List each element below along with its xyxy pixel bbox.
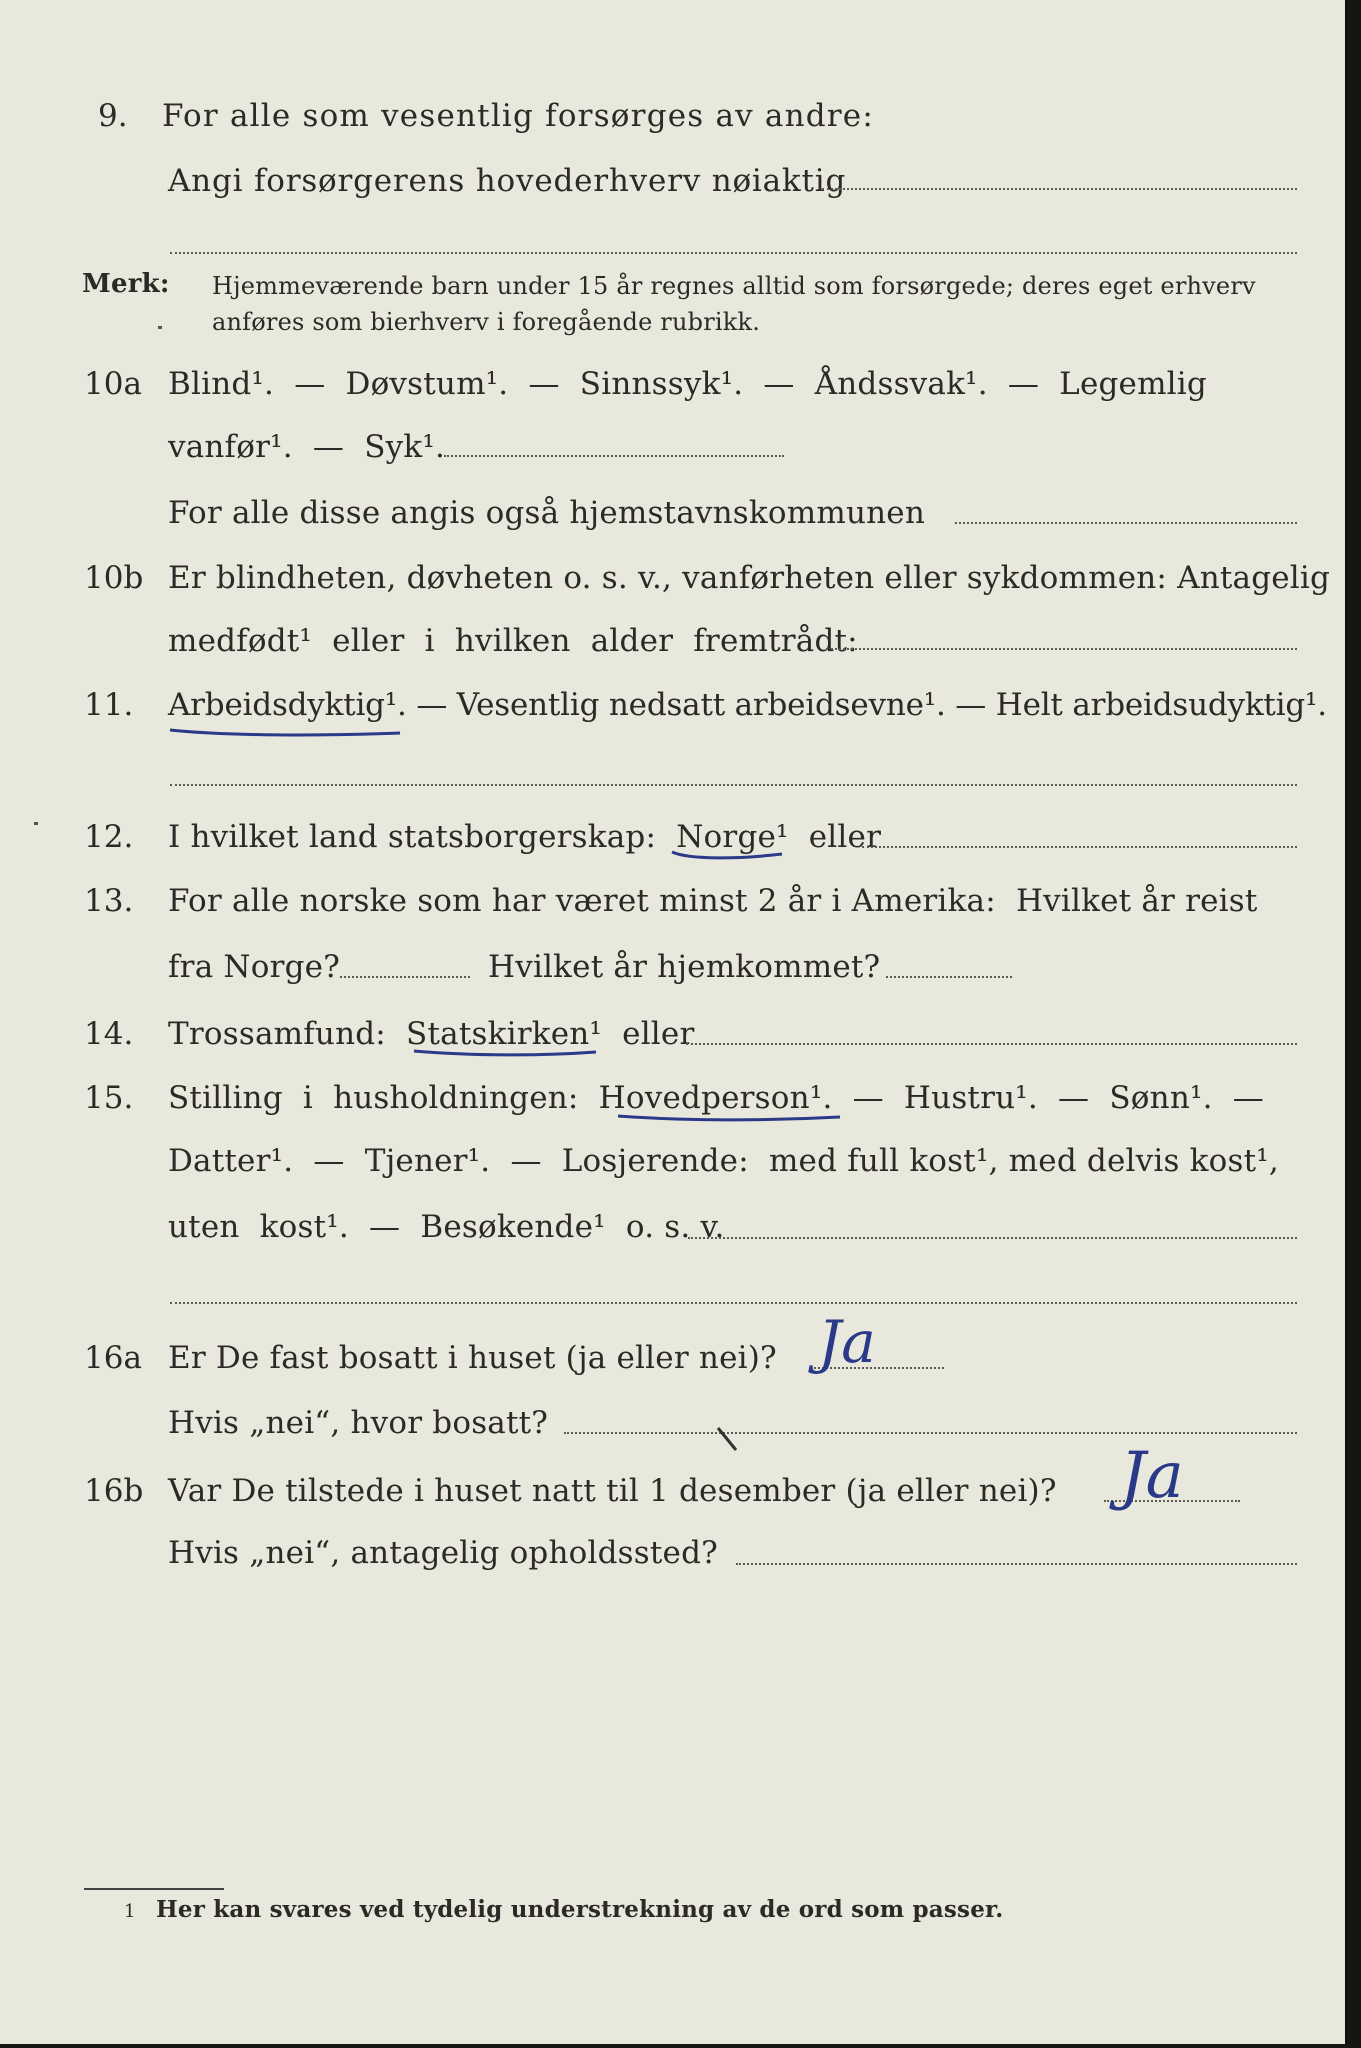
q16a-residence-line — [564, 1432, 1297, 1434]
q14-number: 14. — [84, 1016, 134, 1052]
q16a-handwritten-answer: Ja — [818, 1308, 876, 1376]
merk-line1: Hjemmeværende barn under 15 år regnes alltid som forsørgede; deres eget erhverv — [212, 272, 1256, 300]
q11-number: 11. — [84, 687, 134, 723]
q14-answer-line — [686, 1043, 1297, 1045]
q16b-handwritten-answer: Ja — [1120, 1439, 1184, 1513]
q13-return-line — [886, 976, 1012, 978]
q13-departure-line — [340, 976, 470, 978]
q16a-line2: Hvis „nei“, hvor bosatt? — [168, 1405, 549, 1441]
handwritten-underline-arbeidsdyktig — [168, 724, 408, 740]
footnote-marker: 1 — [124, 1901, 136, 1922]
q10b-line2: medfødt¹ eller i hvilken alder fremtrådt: — [168, 623, 858, 659]
q15-number: 15. — [84, 1080, 134, 1116]
footnote-rule — [84, 1888, 224, 1890]
q10a-line3: For alle disse angis også hjemstavnskommunen — [168, 495, 925, 531]
q13-line2a: fra Norge? — [168, 949, 341, 985]
merk-label: Merk: — [82, 269, 170, 299]
q10a-line1: Blind¹. — Døvstum¹. — Sinnssyk¹. — Åndssvak¹. — Legemlig — [168, 366, 1207, 402]
q11-line1: Arbeidsdyktig¹. — Vesentlig nedsatt arbeidsevne¹. — Helt arbeidsudyktig¹. — [168, 687, 1327, 723]
q9-line1: For alle som vesentlig forsørges av andre: — [162, 98, 874, 134]
q10a-hometown-line — [955, 522, 1297, 524]
footnote-text: Her kan svares ved tydelig understrekning av de ord som passer. — [156, 1896, 1004, 1923]
q15-line3: uten kost¹. — Besøkende¹ o. s. v. — [168, 1209, 725, 1245]
q16b-line1: Var De tilstede i huset natt til 1 desember (ja eller nei)? — [168, 1473, 1057, 1509]
merk-line2: anføres som bierhverv i foregående rubrikk. — [212, 308, 761, 336]
q16a-line1: Er De fast bosatt i huset (ja eller nei)? — [168, 1340, 777, 1376]
q16b-line2: Hvis „nei“, antagelig opholdssted? — [168, 1535, 718, 1571]
q15-answer-line-2 — [170, 1302, 1297, 1304]
q10a-line2: vanfør¹. — Syk¹. — [168, 429, 446, 465]
q13-line1: For alle norske som har været minst 2 år i Amerika: Hvilket år reist — [168, 883, 1258, 919]
q9-number: 9. — [98, 98, 128, 134]
q9-answer-line — [822, 188, 1297, 190]
handwritten-underline-norge — [670, 848, 790, 864]
q15-line1: Stilling i husholdningen: Hovedperson¹. — Hustru¹. — Sønn¹. — — [168, 1080, 1264, 1116]
q13-number: 13. — [84, 883, 134, 919]
q9-line2: Angi forsørgerens hovederhverv nøiaktig — [168, 163, 847, 199]
q16b-number: 16b — [84, 1473, 144, 1509]
q16a-number: 16a — [84, 1340, 142, 1376]
q9-answer-line-2 — [170, 252, 1297, 254]
q12-number: 12. — [84, 819, 134, 855]
handwritten-underline-statskirken — [412, 1046, 602, 1060]
q12-answer-line — [862, 846, 1297, 848]
q16b-whereabouts-line — [736, 1563, 1297, 1565]
q10a-number: 10a — [84, 366, 142, 402]
q10b-line1: Er blindheten, døvheten o. s. v., vanførheten eller sykdommen: Antagelig — [168, 560, 1331, 596]
q15-answer-line — [688, 1237, 1297, 1239]
q15-line2: Datter¹. — Tjener¹. — Losjerende: med full kost¹, med delvis kost¹, — [168, 1143, 1279, 1179]
q13-line2b: Hvilket år hjemkommet? — [488, 949, 881, 985]
paper-speck — [158, 326, 162, 329]
q10a-answer-line — [444, 455, 784, 457]
q12-line1: I hvilket land statsborgerskap: Norge¹ eller — [168, 819, 882, 855]
q10b-number: 10b — [84, 560, 144, 596]
paper-speck — [34, 822, 38, 825]
q11-answer-line — [170, 784, 1297, 786]
q10b-answer-line — [826, 648, 1297, 650]
stray-pen-mark — [716, 1426, 740, 1456]
handwritten-underline-hovedperson — [616, 1112, 846, 1126]
q14-line1: Trossamfund: Statskirken¹ eller — [168, 1016, 695, 1052]
